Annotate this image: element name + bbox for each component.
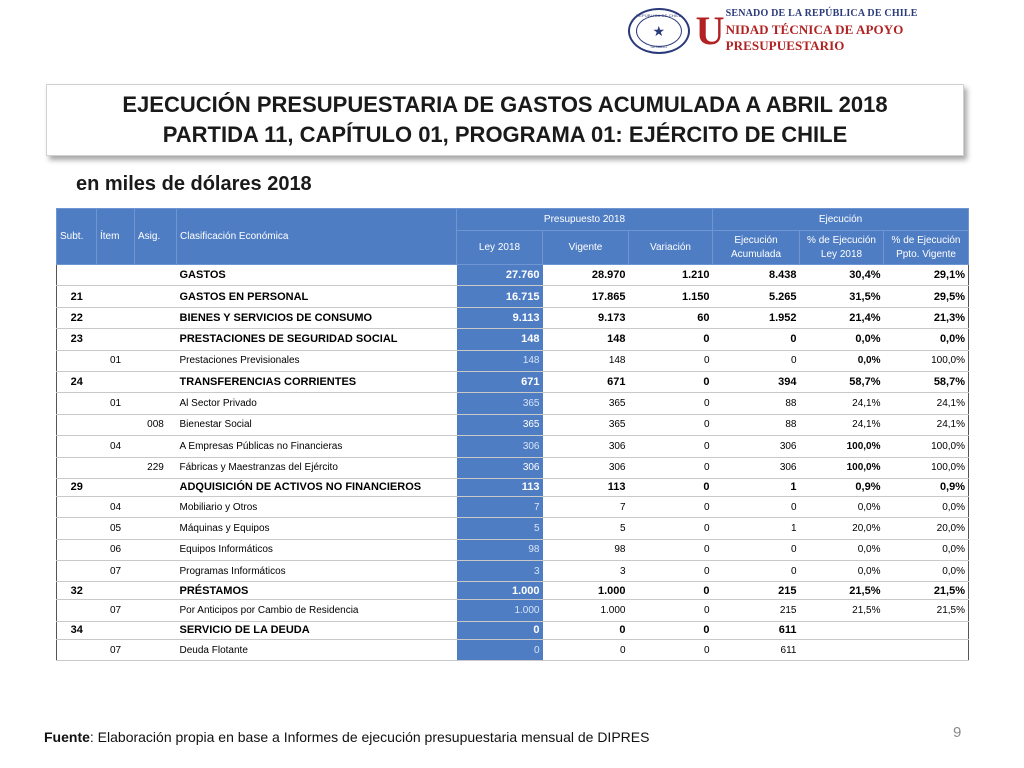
- cell-variacion: 0: [629, 561, 713, 582]
- cell-variacion: 0: [629, 539, 713, 560]
- cell-subt: 24: [57, 371, 97, 392]
- table-row: [57, 457, 969, 478]
- cell-pct-vigente: 0,0%: [884, 329, 969, 350]
- cell-item: [97, 414, 135, 435]
- cell-vigente: 0: [543, 639, 629, 660]
- cell-asig: [135, 639, 177, 660]
- star-icon: ★: [652, 23, 666, 39]
- cell-vigente: 306: [543, 436, 629, 457]
- cell-pct-ley: 0,0%: [800, 561, 884, 582]
- cell-clasificacion: GASTOS EN PERSONAL: [177, 286, 457, 307]
- cell-pct-vigente: 0,0%: [884, 539, 969, 560]
- cell-subt: 23: [57, 329, 97, 350]
- cell-variacion: 0: [629, 436, 713, 457]
- cell-subt: [57, 393, 97, 414]
- cell-pct-ley: 0,0%: [800, 496, 884, 517]
- cell-variacion: 60: [629, 307, 713, 328]
- cell-ejecucion: 0: [713, 539, 800, 560]
- cell-ley: 1.000: [457, 582, 543, 600]
- cell-variacion: 0: [629, 600, 713, 621]
- cell-pct-ley: 20,0%: [800, 518, 884, 539]
- cell-pct-ley: [800, 621, 884, 639]
- cell-ley: 365: [457, 414, 543, 435]
- cell-item: 07: [97, 561, 135, 582]
- cell-asig: [135, 478, 177, 496]
- cell-vigente: 0: [543, 621, 629, 639]
- cell-vigente: 28.970: [543, 265, 629, 286]
- cell-ejecucion: 8.438: [713, 265, 800, 286]
- cell-pct-vigente: 29,5%: [884, 286, 969, 307]
- cell-clasificacion: Máquinas y Equipos: [177, 518, 457, 539]
- cell-ejecucion: 5.265: [713, 286, 800, 307]
- cell-vigente: 98: [543, 539, 629, 560]
- cell-ejecucion: 611: [713, 621, 800, 639]
- header-vigente: Vigente: [543, 231, 629, 265]
- header-subt: Subt.: [57, 209, 97, 265]
- table-row: [57, 307, 969, 328]
- logo-line-1: SENADO DE LA REPÚBLICA DE CHILE: [725, 8, 918, 19]
- cell-pct-ley: 100,0%: [800, 436, 884, 457]
- header-variacion: Variación: [629, 231, 713, 265]
- cell-clasificacion: BIENES Y SERVICIOS DE CONSUMO: [177, 307, 457, 328]
- table-row: [57, 561, 969, 582]
- footer-label: Fuente: [44, 729, 90, 745]
- cell-clasificacion: Bienestar Social: [177, 414, 457, 435]
- cell-ejecucion: 215: [713, 582, 800, 600]
- cell-item: 01: [97, 393, 135, 414]
- cell-vigente: 7: [543, 496, 629, 517]
- cell-clasificacion: Por Anticipos por Cambio de Residencia: [177, 600, 457, 621]
- cell-variacion: 0: [629, 496, 713, 517]
- cell-subt: [57, 350, 97, 371]
- footer-source: [44, 729, 649, 745]
- cell-asig: [135, 371, 177, 392]
- cell-pct-vigente: 21,3%: [884, 307, 969, 328]
- cell-item: 04: [97, 496, 135, 517]
- cell-pct-vigente: 100,0%: [884, 457, 969, 478]
- cell-subt: [57, 539, 97, 560]
- cell-ejecucion: 215: [713, 600, 800, 621]
- cell-ejecucion: 0: [713, 496, 800, 517]
- cell-clasificacion: TRANSFERENCIAS CORRIENTES: [177, 371, 457, 392]
- table-row: [57, 496, 969, 517]
- cell-ejecucion: 1.952: [713, 307, 800, 328]
- table-row: [57, 539, 969, 560]
- cell-ejecucion: 88: [713, 414, 800, 435]
- cell-item: [97, 478, 135, 496]
- table-row: [57, 329, 969, 350]
- cell-ley: 27.760: [457, 265, 543, 286]
- cell-vigente: 5: [543, 518, 629, 539]
- seal-bottom-text: SENADO: [650, 44, 668, 49]
- cell-vigente: 17.865: [543, 286, 629, 307]
- cell-ejecucion: 0: [713, 329, 800, 350]
- cell-variacion: 0: [629, 518, 713, 539]
- subtitle: en miles de dólares 2018: [76, 173, 312, 195]
- cell-vigente: 671: [543, 371, 629, 392]
- cell-ejecucion: 88: [713, 393, 800, 414]
- cell-variacion: 0: [629, 621, 713, 639]
- cell-pct-ley: 0,0%: [800, 350, 884, 371]
- cell-asig: [135, 621, 177, 639]
- cell-pct-ley: 31,5%: [800, 286, 884, 307]
- cell-pct-vigente: 21,5%: [884, 600, 969, 621]
- cell-ley: 148: [457, 350, 543, 371]
- cell-vigente: 1.000: [543, 582, 629, 600]
- cell-variacion: 1.150: [629, 286, 713, 307]
- header-clasificacion: Clasificación Económica: [177, 209, 457, 265]
- logo-initial: U: [695, 8, 725, 53]
- cell-clasificacion: Deuda Flotante: [177, 639, 457, 660]
- cell-clasificacion: A Empresas Públicas no Financieras: [177, 436, 457, 457]
- cell-item: [97, 457, 135, 478]
- cell-item: [97, 582, 135, 600]
- cell-ejecucion: 394: [713, 371, 800, 392]
- cell-ejecucion: 1: [713, 478, 800, 496]
- cell-clasificacion: SERVICIO DE LA DEUDA: [177, 621, 457, 639]
- cell-item: [97, 265, 135, 286]
- cell-pct-ley: 0,0%: [800, 329, 884, 350]
- cell-subt: [57, 600, 97, 621]
- header-item: Ítem: [97, 209, 135, 265]
- header-ley: Ley 2018: [457, 231, 543, 265]
- cell-variacion: 0: [629, 582, 713, 600]
- seal-top-text: REPÚBLICA DE CHILE: [636, 13, 682, 18]
- cell-variacion: 0: [629, 371, 713, 392]
- cell-ley: 306: [457, 457, 543, 478]
- header-pct-ley: % de Ejecución Ley 2018: [800, 231, 884, 265]
- cell-ley: 16.715: [457, 286, 543, 307]
- cell-vigente: 9.173: [543, 307, 629, 328]
- cell-pct-ley: 30,4%: [800, 265, 884, 286]
- title-box: [46, 84, 964, 156]
- cell-asig: [135, 350, 177, 371]
- cell-item: 07: [97, 600, 135, 621]
- header-pct-vigente: % de Ejecución Ppto. Vigente: [884, 231, 969, 265]
- logo-line-2: NIDAD TÉCNICA DE APOYO PRESUPUESTARIO: [725, 22, 904, 53]
- cell-ley: 98: [457, 539, 543, 560]
- cell-pct-vigente: 0,0%: [884, 561, 969, 582]
- cell-pct-vigente: 100,0%: [884, 436, 969, 457]
- senate-seal-icon: [628, 8, 690, 54]
- cell-pct-vigente: [884, 621, 969, 639]
- cell-subt: 32: [57, 582, 97, 600]
- cell-ley: 148: [457, 329, 543, 350]
- title-line-2: PARTIDA 11, CAPÍTULO 01, PROGRAMA 01: EJÉRCITO DE CHILE: [162, 122, 848, 147]
- table-row: [57, 600, 969, 621]
- cell-ley: 113: [457, 478, 543, 496]
- cell-ley: 0: [457, 621, 543, 639]
- cell-asig: [135, 329, 177, 350]
- cell-vigente: 3: [543, 561, 629, 582]
- cell-asig: [135, 393, 177, 414]
- cell-subt: [57, 457, 97, 478]
- cell-pct-ley: 58,7%: [800, 371, 884, 392]
- cell-pct-vigente: 20,0%: [884, 518, 969, 539]
- cell-vigente: 113: [543, 478, 629, 496]
- cell-item: 04: [97, 436, 135, 457]
- table-row: [57, 350, 969, 371]
- cell-ley: 0: [457, 639, 543, 660]
- cell-ley: 3: [457, 561, 543, 582]
- cell-variacion: 0: [629, 414, 713, 435]
- table-row: [57, 265, 969, 286]
- table-row: [57, 436, 969, 457]
- header-ejecucion-acumulada: Ejecución Acumulada: [713, 231, 800, 265]
- cell-clasificacion: Mobiliario y Otros: [177, 496, 457, 517]
- footer-text: : Elaboración propia en base a Informes de ejecución presupuestaria mensual de DIPRES: [89, 729, 650, 745]
- table-row: [57, 286, 969, 307]
- page-number: 9: [953, 724, 962, 741]
- cell-pct-ley: 0,0%: [800, 539, 884, 560]
- table-row: [57, 582, 969, 600]
- cell-subt: 29: [57, 478, 97, 496]
- cell-asig: [135, 496, 177, 517]
- cell-pct-vigente: 21,5%: [884, 582, 969, 600]
- cell-ejecucion: 0: [713, 350, 800, 371]
- cell-pct-ley: 24,1%: [800, 393, 884, 414]
- cell-clasificacion: Al Sector Privado: [177, 393, 457, 414]
- cell-asig: [135, 307, 177, 328]
- cell-clasificacion: Prestaciones Previsionales: [177, 350, 457, 371]
- cell-clasificacion: GASTOS: [177, 265, 457, 286]
- cell-vigente: 306: [543, 457, 629, 478]
- cell-ley: 9.113: [457, 307, 543, 328]
- table-body: [57, 265, 969, 661]
- table-row: [57, 478, 969, 496]
- header-asig: Asig.: [135, 209, 177, 265]
- cell-subt: 34: [57, 621, 97, 639]
- title-line-1: EJECUCIÓN PRESUPUESTARIA DE GASTOS ACUMULADA A ABRIL 2018: [122, 92, 888, 117]
- cell-subt: [57, 496, 97, 517]
- cell-subt: [57, 414, 97, 435]
- cell-item: [97, 329, 135, 350]
- cell-subt: 22: [57, 307, 97, 328]
- cell-variacion: 0: [629, 478, 713, 496]
- cell-item: [97, 286, 135, 307]
- cell-pct-ley: 21,5%: [800, 582, 884, 600]
- cell-pct-vigente: 0,0%: [884, 496, 969, 517]
- cell-subt: 21: [57, 286, 97, 307]
- table-row: [57, 639, 969, 660]
- cell-pct-ley: 21,4%: [800, 307, 884, 328]
- header-group-ejecucion: Ejecución: [713, 209, 969, 231]
- cell-ejecucion: 306: [713, 457, 800, 478]
- cell-pct-vigente: 24,1%: [884, 414, 969, 435]
- cell-item: 07: [97, 639, 135, 660]
- cell-pct-vigente: 100,0%: [884, 350, 969, 371]
- cell-pct-ley: 21,5%: [800, 600, 884, 621]
- table-row: [57, 393, 969, 414]
- cell-pct-vigente: [884, 639, 969, 660]
- cell-ley: 5: [457, 518, 543, 539]
- cell-variacion: 0: [629, 639, 713, 660]
- cell-asig: [135, 518, 177, 539]
- cell-clasificacion: PRESTACIONES DE SEGURIDAD SOCIAL: [177, 329, 457, 350]
- cell-ejecucion: 1: [713, 518, 800, 539]
- cell-ejecucion: 0: [713, 561, 800, 582]
- cell-asig: [135, 582, 177, 600]
- cell-subt: [57, 265, 97, 286]
- cell-asig: [135, 286, 177, 307]
- cell-ley: 1.000: [457, 600, 543, 621]
- cell-ley: 365: [457, 393, 543, 414]
- cell-pct-vigente: 58,7%: [884, 371, 969, 392]
- cell-item: 01: [97, 350, 135, 371]
- cell-pct-ley: 100,0%: [800, 457, 884, 478]
- cell-variacion: 1.210: [629, 265, 713, 286]
- cell-variacion: 0: [629, 393, 713, 414]
- cell-vigente: 148: [543, 350, 629, 371]
- cell-variacion: 0: [629, 350, 713, 371]
- cell-asig: [135, 265, 177, 286]
- cell-clasificacion: ADQUISICIÓN DE ACTIVOS NO FINANCIEROS: [177, 478, 457, 496]
- cell-ejecucion: 306: [713, 436, 800, 457]
- senate-logo: [628, 8, 1024, 54]
- cell-subt: [57, 639, 97, 660]
- cell-ley: 306: [457, 436, 543, 457]
- table-row: [57, 371, 969, 392]
- cell-subt: [57, 436, 97, 457]
- cell-variacion: 0: [629, 329, 713, 350]
- cell-vigente: 1.000: [543, 600, 629, 621]
- cell-item: 05: [97, 518, 135, 539]
- cell-vigente: 148: [543, 329, 629, 350]
- cell-clasificacion: Equipos Informáticos: [177, 539, 457, 560]
- table-row: [57, 518, 969, 539]
- cell-pct-vigente: 0,9%: [884, 478, 969, 496]
- cell-pct-vigente: 29,1%: [884, 265, 969, 286]
- cell-clasificacion: Fábricas y Maestranzas del Ejército: [177, 457, 457, 478]
- cell-asig: [135, 539, 177, 560]
- cell-ley: 671: [457, 371, 543, 392]
- cell-pct-vigente: 24,1%: [884, 393, 969, 414]
- cell-ley: 7: [457, 496, 543, 517]
- cell-item: [97, 621, 135, 639]
- header-group-presupuesto: Presupuesto 2018: [457, 209, 713, 231]
- cell-clasificacion: PRÉSTAMOS: [177, 582, 457, 600]
- cell-subt: [57, 561, 97, 582]
- cell-item: 06: [97, 539, 135, 560]
- cell-pct-ley: 0,9%: [800, 478, 884, 496]
- cell-vigente: 365: [543, 393, 629, 414]
- budget-table: [56, 208, 969, 661]
- cell-item: [97, 371, 135, 392]
- cell-variacion: 0: [629, 457, 713, 478]
- cell-asig: 229: [135, 457, 177, 478]
- cell-asig: [135, 561, 177, 582]
- cell-asig: 008: [135, 414, 177, 435]
- cell-pct-ley: [800, 639, 884, 660]
- cell-clasificacion: Programas Informáticos: [177, 561, 457, 582]
- cell-pct-ley: 24,1%: [800, 414, 884, 435]
- cell-item: [97, 307, 135, 328]
- cell-ejecucion: 611: [713, 639, 800, 660]
- cell-asig: [135, 436, 177, 457]
- cell-vigente: 365: [543, 414, 629, 435]
- table-row: [57, 414, 969, 435]
- table-row: [57, 621, 969, 639]
- cell-asig: [135, 600, 177, 621]
- cell-subt: [57, 518, 97, 539]
